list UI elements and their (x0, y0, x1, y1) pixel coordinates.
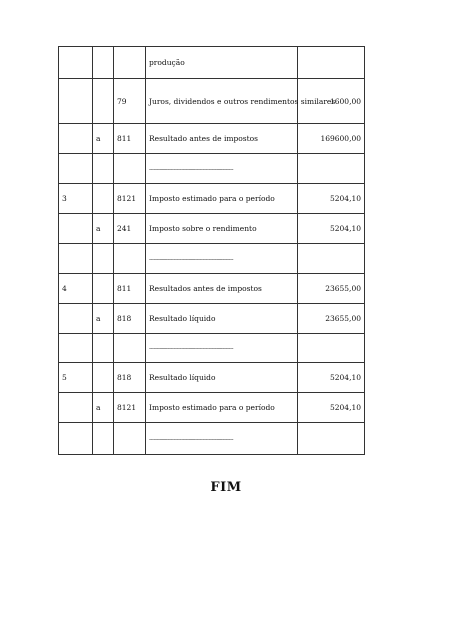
entry-number-cell (59, 393, 93, 423)
table-row (59, 244, 365, 274)
table-row (59, 154, 365, 184)
amount-cell: 1600,00 (298, 79, 365, 124)
direction-cell (93, 423, 114, 455)
description-cell: Resultado líquido (146, 363, 298, 393)
table-row (59, 363, 365, 393)
account-code-cell: 241 (114, 214, 146, 244)
account-code-cell: 8121 (114, 393, 146, 423)
table-row (59, 334, 365, 363)
amount-cell: 23655,00 (298, 304, 365, 334)
direction-cell (93, 154, 114, 184)
entry-number-cell: 5 (59, 363, 93, 393)
entry-number-cell (59, 244, 93, 274)
account-code-cell: 79 (114, 79, 146, 124)
table-row (59, 184, 365, 214)
direction-cell: a (93, 304, 114, 334)
account-code-cell (114, 47, 146, 79)
account-code-cell: 818 (114, 304, 146, 334)
amount-cell: 5204,10 (298, 184, 365, 214)
entry-number-cell (59, 304, 93, 334)
amount-cell: 5204,10 (298, 363, 365, 393)
table-row (59, 124, 365, 154)
table-row (59, 47, 365, 79)
entry-number-cell (59, 423, 93, 455)
table-row (59, 304, 365, 334)
end-marker: FIM (210, 480, 242, 495)
entry-number-cell: 4 (59, 274, 93, 304)
description-cell: Imposto sobre o rendimento (146, 214, 298, 244)
description-cell: Resultados antes de impostos (146, 274, 298, 304)
account-code-cell (114, 244, 146, 274)
account-code-cell: 811 (114, 274, 146, 304)
direction-cell (93, 244, 114, 274)
separator-line: ------------------------------------------------------- (149, 435, 234, 443)
table-row (59, 274, 365, 304)
amount-cell: 169600,00 (298, 124, 365, 154)
amount-cell (298, 154, 365, 184)
description-cell: Resultado antes de impostos (146, 124, 298, 154)
direction-cell: a (93, 214, 114, 244)
amount-cell (298, 244, 365, 274)
entry-number-cell (59, 334, 93, 363)
separator-line: ------------------------------------------------------- (149, 165, 234, 173)
direction-cell: a (93, 393, 114, 423)
entry-number-cell (59, 214, 93, 244)
entry-number-cell (59, 154, 93, 184)
description-cell (146, 154, 298, 184)
journal-entries-table (58, 46, 365, 455)
amount-cell: 23655,00 (298, 274, 365, 304)
entry-number-cell (59, 124, 93, 154)
separator-line: ------------------------------------------------------- (149, 345, 234, 352)
amount-cell (298, 423, 365, 455)
table-row (59, 393, 365, 423)
description-cell (146, 423, 298, 455)
entry-number-cell (59, 47, 93, 79)
account-code-cell (114, 334, 146, 363)
entry-number-cell: 3 (59, 184, 93, 214)
description-cell (146, 244, 298, 274)
separator-line: ------------------------------------------------------- (149, 255, 234, 263)
description-cell: produção (146, 47, 298, 79)
account-code-cell: 818 (114, 363, 146, 393)
direction-cell (93, 274, 114, 304)
description-cell: Juros, dividendos e outros rendimentos similares (146, 79, 298, 124)
direction-cell (93, 363, 114, 393)
table-row (59, 79, 365, 124)
account-code-cell (114, 423, 146, 455)
direction-cell (93, 184, 114, 214)
direction-cell: a (93, 124, 114, 154)
direction-cell (93, 334, 114, 363)
amount-cell (298, 334, 365, 363)
account-code-cell (114, 154, 146, 184)
description-cell (146, 334, 298, 363)
amount-cell: 5204,10 (298, 393, 365, 423)
description-cell: Imposto estimado para o período (146, 393, 298, 423)
amount-cell (298, 47, 365, 79)
description-cell: Imposto estimado para o período (146, 184, 298, 214)
entry-number-cell (59, 79, 93, 124)
account-code-cell: 8121 (114, 184, 146, 214)
amount-cell: 5204,10 (298, 214, 365, 244)
direction-cell (93, 79, 114, 124)
table-row (59, 214, 365, 244)
direction-cell (93, 47, 114, 79)
description-cell: Resultado líquido (146, 304, 298, 334)
table-row (59, 423, 365, 455)
account-code-cell: 811 (114, 124, 146, 154)
journal-entries-body (59, 47, 365, 455)
